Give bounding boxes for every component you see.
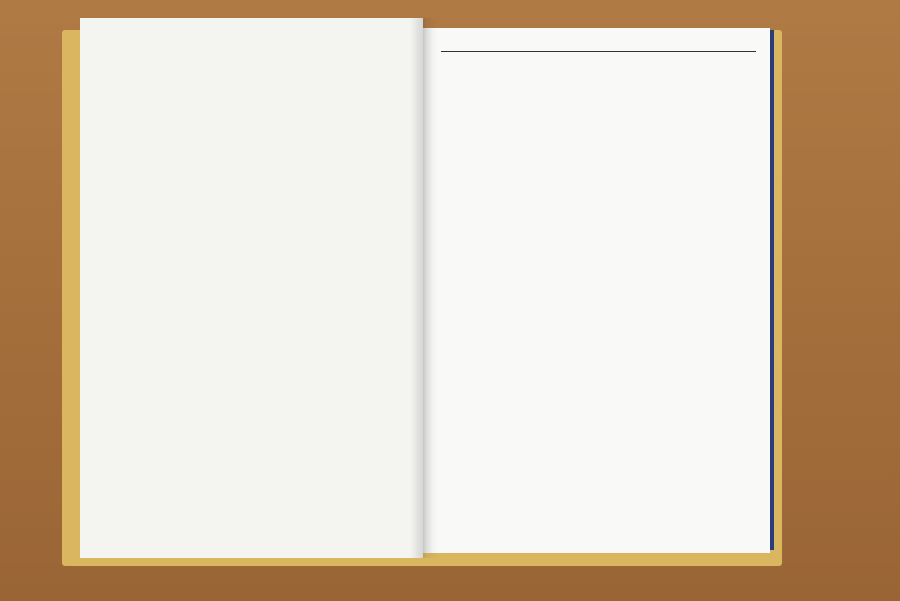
cover-edge <box>770 30 774 550</box>
right-page <box>423 28 770 553</box>
right-toc <box>423 52 770 55</box>
spine-shadow <box>423 28 433 553</box>
left-page <box>80 18 423 558</box>
